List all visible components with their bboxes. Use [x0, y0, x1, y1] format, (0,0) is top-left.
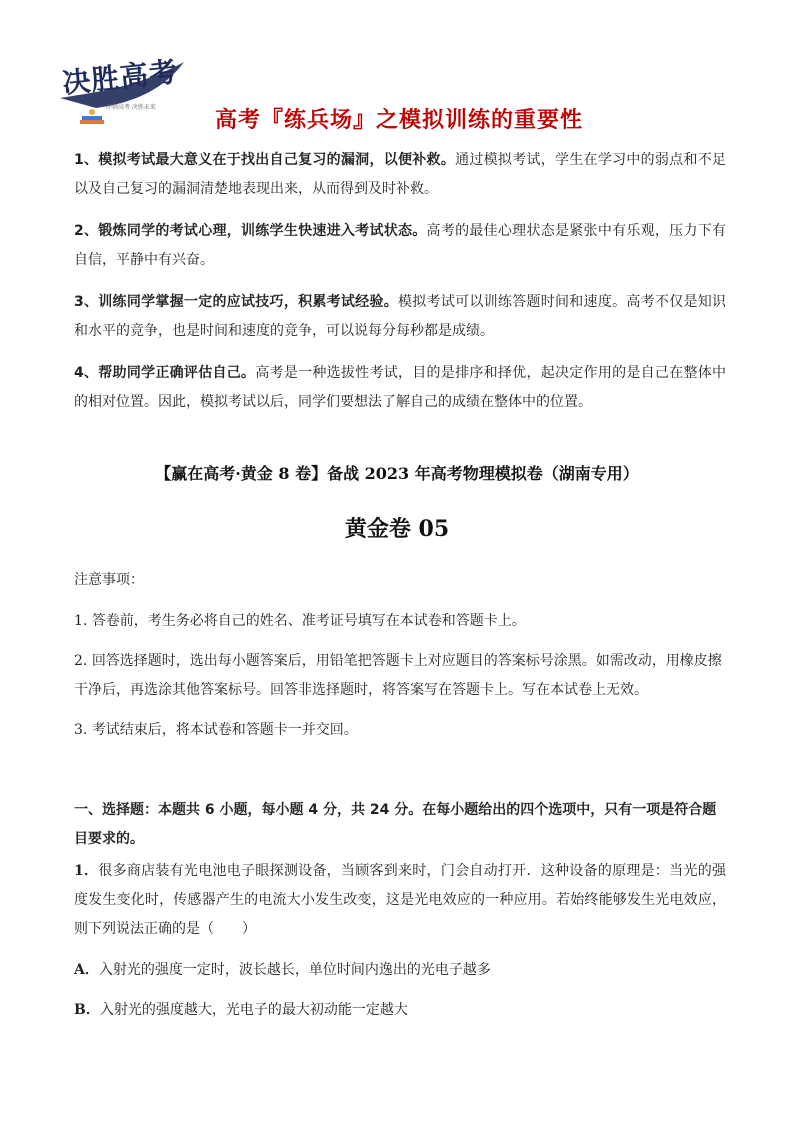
intro-text: 模拟考试可以训练答题时间和速度。高考不仅是知识和水平的竞争，也是时间和速度的竞争，可以说每分每秒都是成绩。 [74, 294, 727, 339]
exam-volume-title: 黄金卷 05 [344, 516, 450, 542]
option-letter: A． [74, 962, 99, 978]
note-number: 2. [74, 653, 88, 669]
intro-heading: 4、帮助同学正确评估自己。 [74, 365, 256, 381]
intro-heading: 1、模拟考试最大意义在于找出自己复习的漏洞，以便补救。 [74, 152, 456, 168]
intro-heading: 2、锻炼同学的考试心理，训练学生快速进入考试状态。 [74, 223, 427, 239]
intro-paragraph [74, 359, 726, 417]
option-letter: B． [74, 1002, 100, 1018]
option-text: 入射光的强度一定时，波长越长，单位时间内逸出的光电子越多 [98, 962, 491, 978]
notes-title: 注意事项： [74, 572, 144, 588]
logo-subtext: 冲刺高考 决胜未来 [106, 104, 156, 111]
note-number: 1. [74, 613, 88, 629]
question-number: 1． [74, 863, 99, 879]
page-header-title: 高考『练兵场』之模拟训练的重要性 [214, 108, 583, 133]
intro-text: 通过模拟考试，学生在学习中的弱点和不足以及自己复习的漏洞清楚地表现出来，从而得到及时补救。 [74, 152, 726, 197]
question-text: 很多商店装有光电池电子眼探测设备，当顾客到来时，门会自动打开．这种设备的原理是：当光的强度发生变化时，传感器产生的电流大小发生改变，这是光电效应的一种应用。若始终能够发生光电效应，则下列说法正确的是（ ） [74, 863, 726, 937]
notes-section [74, 569, 726, 756]
intro-text: 高考的最佳心理状态是紧张中有乐观，压力下有自信，平静中有兴奋。 [74, 223, 726, 268]
intro-section [74, 146, 726, 430]
intro-text: 高考是一种选拔性考试，目的是排序和择优，起决定作用的是自己在整体中的相对位置。因此，模拟考试以后，同学们要想法了解自己的成绩在整体中的位置。 [74, 365, 726, 410]
option-text: 入射光的强度越大，光电子的最大初动能一定越大 [99, 1002, 408, 1018]
section-heading: 一、选择题：本题共 6 小题，每小题 4 分，共 24 分。在每小题给出的四个选项中，只有一项是符合题目要求的。 [74, 802, 717, 847]
note-item [74, 607, 726, 636]
intro-paragraph [74, 217, 726, 275]
answer-option [74, 996, 726, 1025]
logo-text: 决胜高考 [60, 55, 180, 100]
answer-option [74, 956, 726, 985]
question-stem [74, 857, 726, 944]
note-text: 答卷前，考生务必将自己的姓名、准考证号填写在本试卷和答题卡上。 [91, 613, 526, 629]
note-item [74, 716, 726, 745]
intro-paragraph [74, 146, 726, 204]
question-block [74, 857, 726, 1036]
exam-banner: 【赢在高考·黄金 8 卷】备战 2023 年高考物理模拟卷（湖南专用） [155, 464, 639, 483]
note-text: 考试结束后，将本试卷和答题卡一并交回。 [91, 722, 358, 738]
note-number: 3. [74, 722, 88, 738]
note-text: 回答选择题时，选出每小题答案后，用铅笔把答题卡上对应题目的答案标号涂黑。如需改动，用橡皮擦干净后，再选涂其他答案标号。回答非选择题时，将答案写在答题卡上。写在本试卷上无效。 [74, 653, 722, 698]
note-item [74, 647, 726, 705]
intro-paragraph [74, 288, 726, 346]
intro-heading: 3、训练同学掌握一定的应试技巧，积累考试经验。 [74, 294, 399, 310]
